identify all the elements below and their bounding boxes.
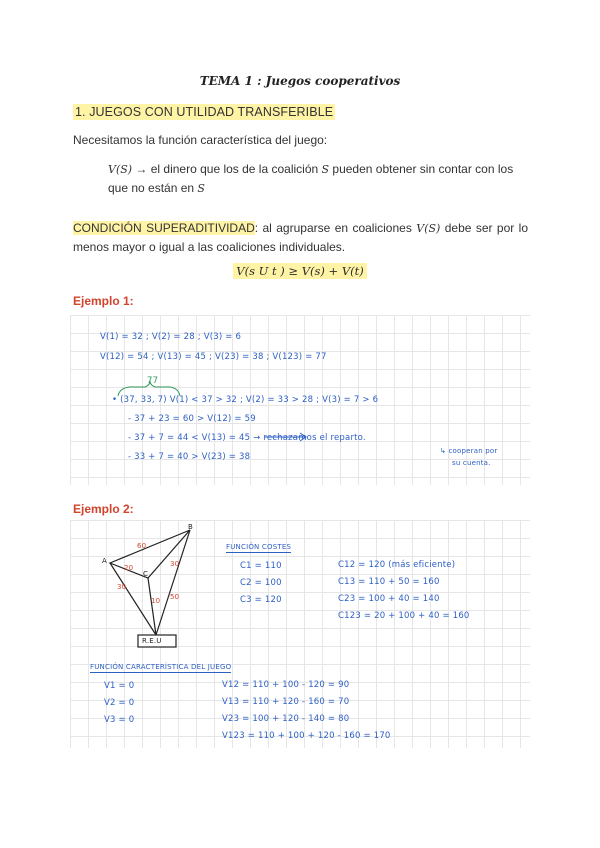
def-symbol-2: S xyxy=(321,163,330,176)
v-pair-23: V23 = 100 + 120 - 140 = 80 xyxy=(222,714,350,724)
v-pair-12: V12 = 110 + 100 - 120 = 90 xyxy=(222,680,350,690)
edge-label-bc: 30 xyxy=(170,560,180,568)
ex1-line-6: - 33 + 7 = 40 > V(23) = 38 xyxy=(128,452,251,462)
condition-text-1: : al agruparse en coaliciones xyxy=(254,221,417,235)
condition-text-2: debe ser por lo menos mayor o igual a las coaliciones individuales. xyxy=(73,221,529,254)
ex1-line-1: V(1) = 32 ; V(2) = 28 ; V(3) = 6 xyxy=(100,332,242,342)
cost-3: C3 = 120 xyxy=(240,595,282,605)
cost-1: C1 = 110 xyxy=(240,561,282,571)
condition-symbol: V(S) xyxy=(416,222,441,235)
v-single-3: V3 = 0 xyxy=(104,715,135,725)
edge-label-b-box: 50 xyxy=(170,593,180,601)
ex1-note-1: ↳ cooperan por xyxy=(440,447,498,455)
costs-title: FUNCIÓN COSTES xyxy=(226,543,292,551)
example-2-label: Ejemplo 2: xyxy=(73,502,134,516)
ex1-line-4: - 37 + 23 = 60 > V(12) = 59 xyxy=(128,414,256,424)
ex1-line-5: - 37 + 7 = 44 < V(13) = 45 → rechazamos el reparto. xyxy=(128,433,366,443)
v-single-1: V1 = 0 xyxy=(104,681,135,691)
pair-cost-13: C13 = 110 + 50 = 160 xyxy=(338,577,440,587)
edge-label-ac: 20 xyxy=(124,564,134,572)
pair-cost-12: C12 = 120 (más eficiente) xyxy=(338,560,456,570)
intro-paragraph: Necesitamos la función característica del juego: xyxy=(73,133,328,147)
vertex-b-label: B xyxy=(188,523,194,531)
edge-label-ab: 60 xyxy=(137,542,147,550)
box-label: R.E.U xyxy=(142,637,162,645)
formula-text: V(s U t ) ≥ V(s) + V(t) xyxy=(233,263,366,279)
v-pair-123: V123 = 110 + 100 + 120 - 160 = 170 xyxy=(222,731,391,741)
pair-cost-123: C123 = 20 + 100 + 40 = 160 xyxy=(338,611,470,621)
edge-label-a-box: 30 xyxy=(117,583,127,591)
ex1-brace-value: 77 xyxy=(147,376,159,386)
vertex-a-label: A xyxy=(102,557,107,565)
pair-cost-23: C23 = 100 + 40 = 140 xyxy=(338,594,440,604)
cost-2: C2 = 100 xyxy=(240,578,282,588)
section-heading: 1. JUEGOS CON UTILIDAD TRANSFERIBLE xyxy=(75,105,334,119)
edge-label-c-box: 10 xyxy=(151,597,161,605)
def-text-2: pueden obtener sin contar con los que no están en xyxy=(108,162,514,195)
ex1-line-2: V(12) = 54 ; V(13) = 45 ; V(23) = 38 ; V(123) = 77 xyxy=(100,352,327,362)
page-title: TEMA 1 : Juegos cooperativos xyxy=(199,74,401,88)
ex1-note-2: su cuenta. xyxy=(452,459,491,467)
def-symbol: V(S) xyxy=(108,163,133,176)
v-pair-13: V13 = 110 + 120 - 160 = 70 xyxy=(222,697,350,707)
condition-label: CONDICIÓN SUPERADITIVIDAD xyxy=(73,221,255,235)
ex1-line-3: • (37, 33, 7) V(1) < 37 > 32 ; V(2) = 33 > 28 ; V(3) = 7 > 6 xyxy=(112,395,379,405)
def-symbol-3: S xyxy=(197,182,205,195)
char-function-title: FUNCIÓN CARACTERÍSTICA DEL JUEGO xyxy=(90,663,232,671)
vertex-c-label: C xyxy=(143,570,149,578)
example-1-label: Ejemplo 1: xyxy=(73,294,134,308)
v-single-2: V2 = 0 xyxy=(104,698,135,708)
def-text-1: → el dinero que los de la coalición xyxy=(132,162,322,176)
